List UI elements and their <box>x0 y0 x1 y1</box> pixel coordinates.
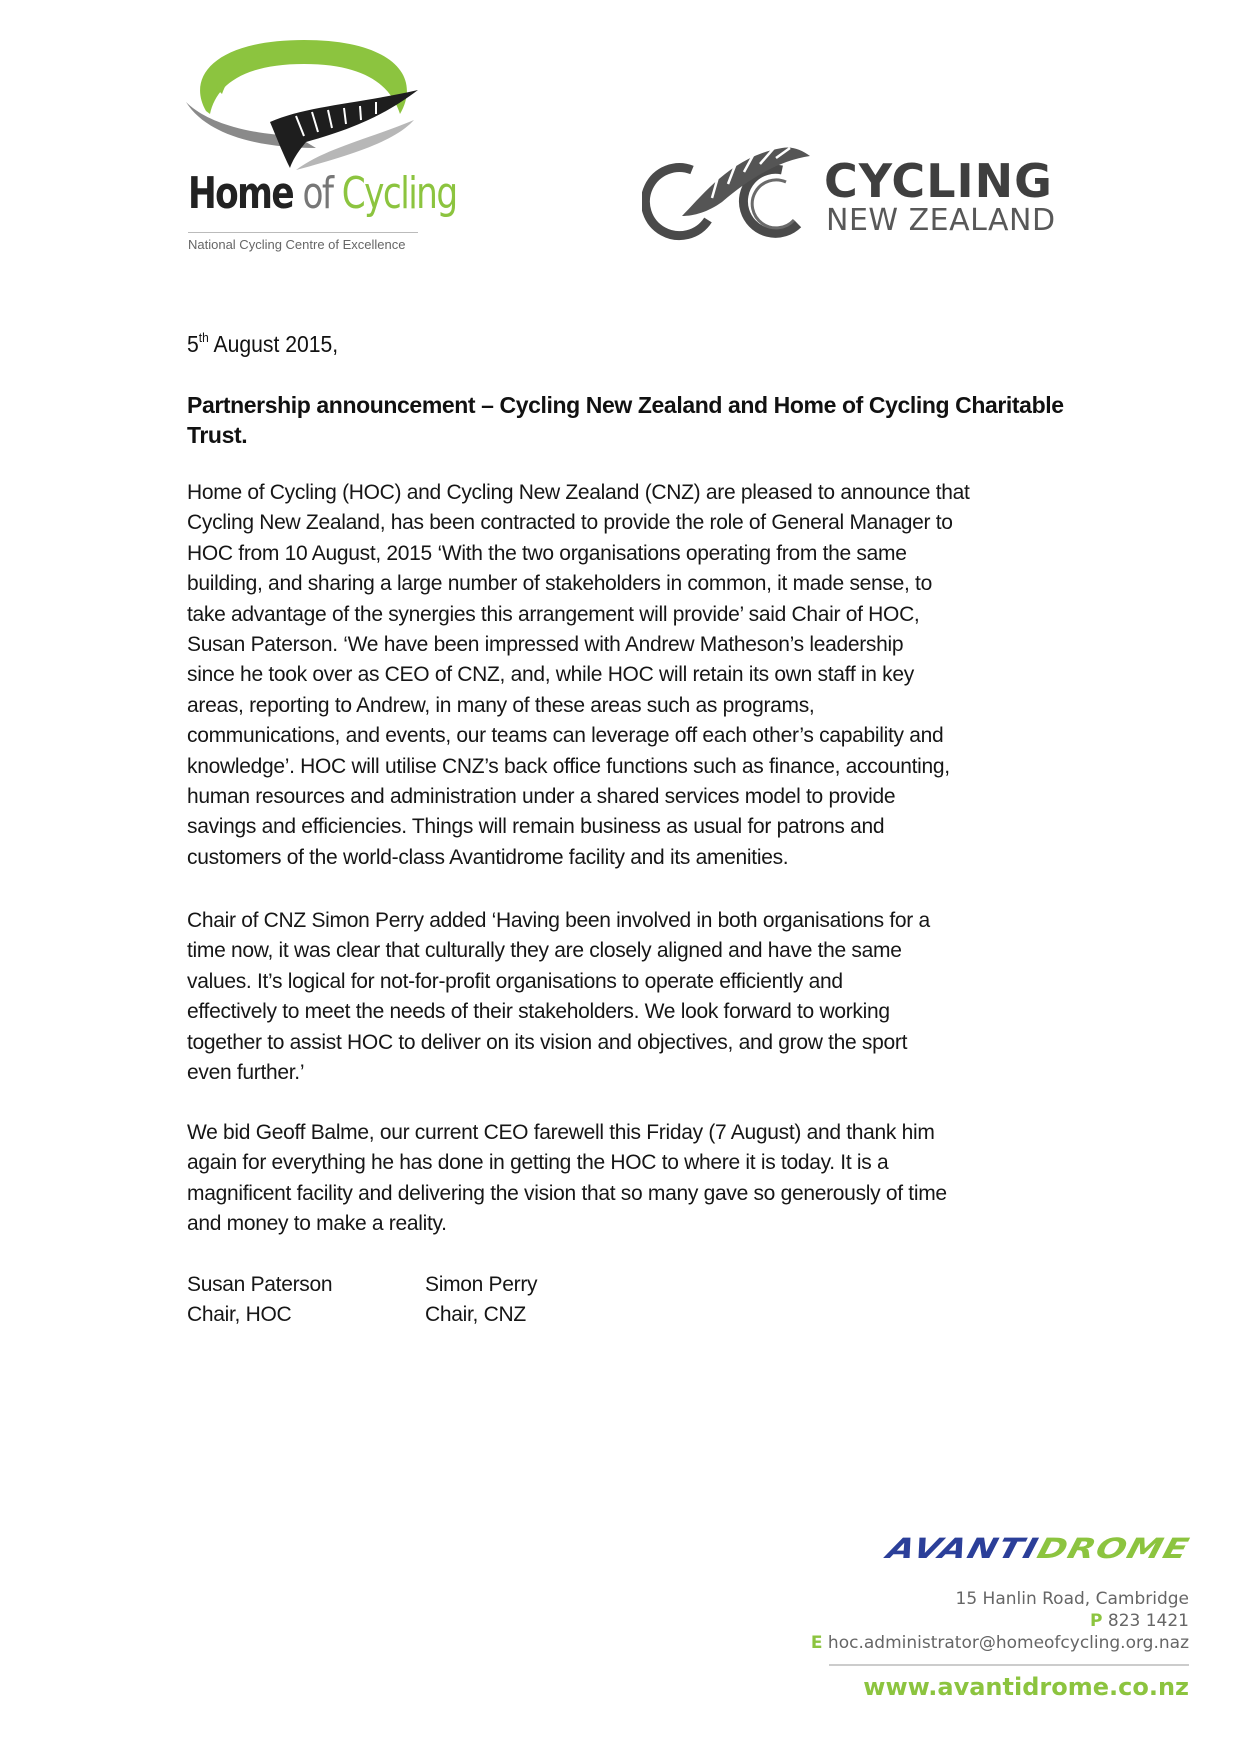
text-line: HOC from 10 August, 2015 ‘With the two organisations operating from the same <box>187 541 907 565</box>
text-line: building, and sharing a large number of stakeholders in common, it made sense, to <box>187 572 932 596</box>
text-line: savings and efficiencies. Things will remain business as usual for patrons and <box>187 815 885 839</box>
text-line: Cycling New Zealand, has been contracted to provide the role of General Manager to <box>187 511 953 535</box>
text-line: areas, reporting to Andrew, in many of these areas such as programs, <box>187 693 815 717</box>
text-line: human resources and administration under a shared services model to provide <box>187 785 896 809</box>
text-line: time now, it was clear that culturally they are closely aligned and have the same <box>187 939 902 963</box>
text-line: even further.’ <box>187 1061 305 1085</box>
text-line: Chair of CNZ Simon Perry added ‘Having been involved in both organisations for a <box>187 909 930 932</box>
text-line: knowledge’. HOC will utilise CNZ’s back office functions such as finance, accounting, <box>187 754 950 778</box>
hoc-tagline: National Cycling Centre of Excellence <box>188 237 406 252</box>
text-line: since he took over as CEO of CNZ, and, while HOC will retain its own staff in key <box>187 663 914 687</box>
bicycle-fern-icon <box>642 136 822 246</box>
text-line: together to assist HOC to deliver on its vision and objectives, and grow the sport <box>187 1030 908 1054</box>
text-line: Home of Cycling (HOC) and Cycling New Zealand (CNZ) are pleased to announce that <box>187 481 970 504</box>
signatory-name: Simon Perry <box>425 1273 538 1296</box>
footer-divider <box>829 1664 1189 1666</box>
avantidrome-logo: AVANTIDROME <box>883 1532 1194 1565</box>
text-line: and money to make a reality. <box>187 1212 447 1236</box>
hoc-wordmark: Home of Cycling <box>188 168 457 219</box>
signature-block-hoc <box>187 1270 332 1331</box>
text-line: communications, and events, our teams can leverage off each other’s capability and <box>187 724 944 748</box>
text-line: We bid Geoff Balme, our current CEO farewell this Friday (7 August) and thank him <box>187 1121 935 1144</box>
text-line: take advantage of the synergies this arrangement will provide’ said Chair of HOC, <box>187 602 920 626</box>
text-line: effectively to meet the needs of their stakeholders. We look forward to working <box>187 1000 890 1024</box>
footer-phone: P 823 1421 <box>1090 1611 1189 1631</box>
footer-address: 15 Hanlin Road, Cambridge <box>955 1589 1189 1609</box>
home-of-cycling-logo <box>186 36 457 266</box>
logo-divider <box>188 232 418 233</box>
letter-headline: Partnership announcement – Cycling New Zealand and Home of Cycling Charitable Trust. <box>187 392 1064 448</box>
email-link[interactable]: hoc.administrator@homeofcycling.org.naz <box>822 1633 1189 1653</box>
cnz-subtitle: NEW ZEALAND <box>826 203 1056 238</box>
paragraph-1 <box>187 478 1067 873</box>
text-line: magnificent facility and delivering the vision that so many gave so generously of time <box>187 1181 947 1205</box>
signature-block-cnz <box>425 1270 537 1331</box>
cycling-new-zealand-logo <box>642 136 1056 246</box>
phone-label: P <box>1090 1611 1103 1631</box>
signatory-name: Susan Paterson <box>187 1273 333 1296</box>
email-label: E <box>810 1633 823 1653</box>
footer-email[interactable] <box>811 1635 1189 1652</box>
paragraph-3 <box>187 1118 1067 1240</box>
text-line: values. It’s logical for not-for-profit organisations to operate efficiently and <box>187 969 843 993</box>
website-link[interactable]: www.avantidrome.co.nz <box>863 1673 1189 1701</box>
text-line: again for everything he has done in getting the HOC to where it is today. It is a <box>187 1151 889 1175</box>
letter-date: 5th August 2015, <box>187 330 339 357</box>
cnz-title: CYCLING <box>824 154 1053 208</box>
paragraph-2 <box>187 906 1067 1088</box>
text-line: Susan Paterson. ‘We have been impressed with Andrew Matheson’s leadership <box>187 633 904 657</box>
signatory-role: Chair, HOC <box>187 1303 292 1327</box>
signatory-role: Chair, CNZ <box>425 1303 526 1327</box>
velodrome-track-icon <box>186 36 422 176</box>
text-line: customers of the world-class Avantidrome facility and its amenities. <box>187 845 789 869</box>
